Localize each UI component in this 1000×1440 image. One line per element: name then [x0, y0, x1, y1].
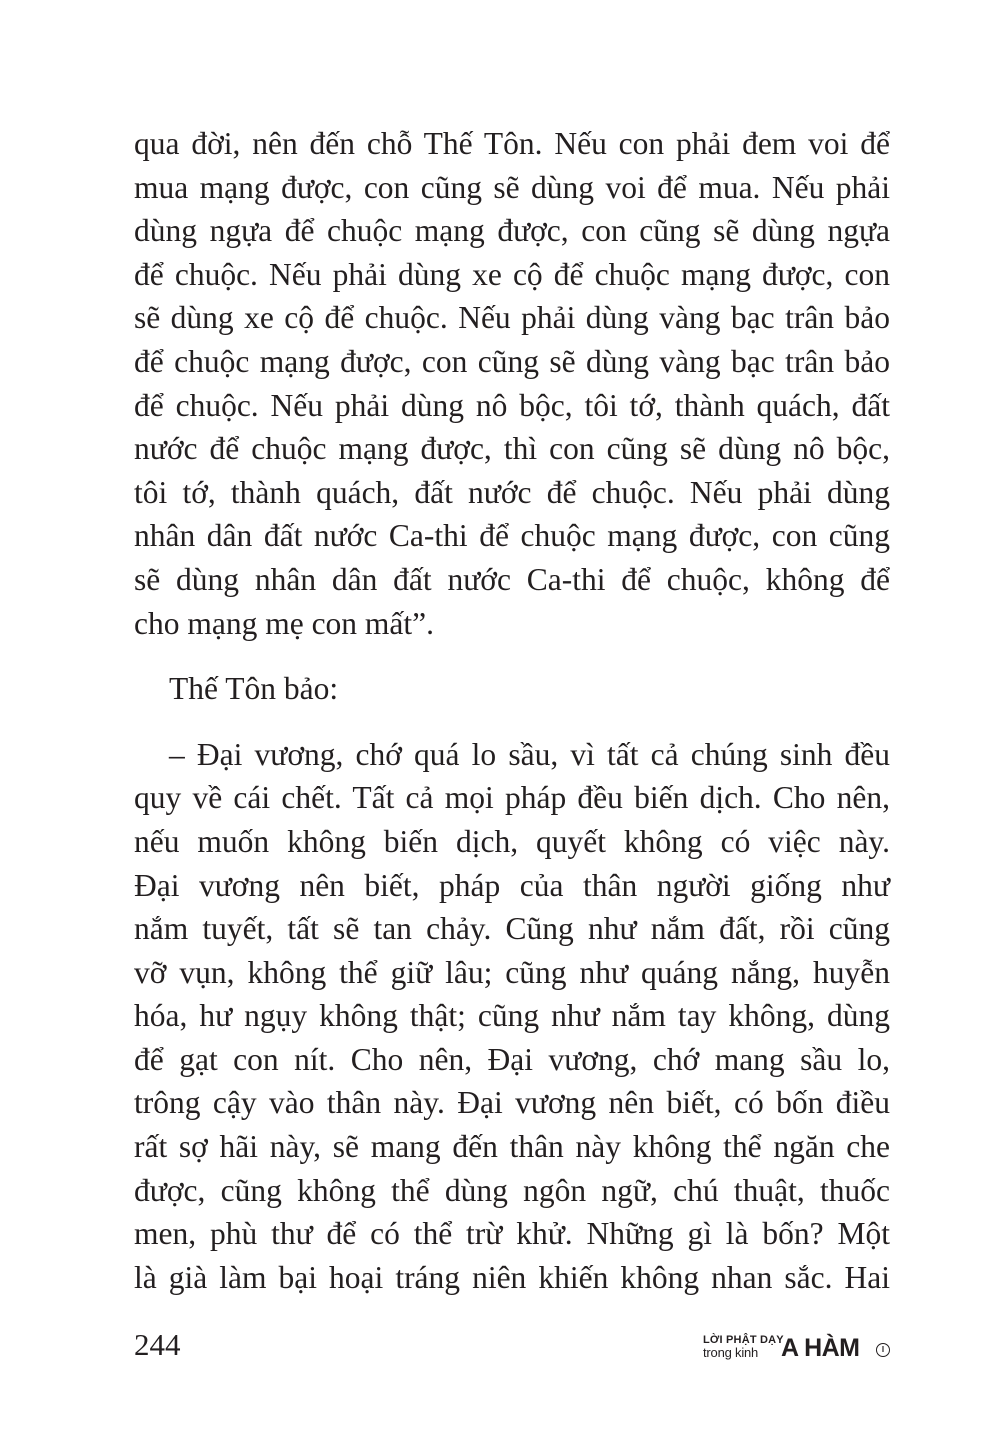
- page-number: 244: [134, 1327, 181, 1362]
- text-line: quy về cái chết. Tất cả mọi pháp đều biến dịch. Cho nên,: [134, 780, 890, 816]
- text-line: Đại vương nên biết, pháp của thân người giống như: [134, 867, 890, 903]
- text-line: để gạt con nít. Cho nên, Đại vương, chớ mang sầu lo,: [134, 1041, 890, 1077]
- text-line: là già làm bại hoại tráng niên khiến không nhan sắc. Hai: [134, 1259, 890, 1295]
- text-line: để chuộc mạng được, con cũng sẽ dùng vàng bạc trân bảo: [134, 343, 890, 379]
- text-line: tôi tớ, thành quách, đất nước để chuộc. Nếu phải dùng: [134, 474, 890, 510]
- volume-badge: I: [876, 1343, 890, 1357]
- text-line: Thế Tôn bảo:: [169, 671, 339, 707]
- text-line: cho mạng mẹ con mất”.: [134, 605, 435, 641]
- text-line: sẽ dùng nhân dân đất nước Ca-thi để chuộc, không để: [134, 561, 890, 597]
- text-line: rất sợ hãi này, sẽ mang đến thân này không thể ngăn che: [134, 1129, 890, 1165]
- text-line: để chuộc. Nếu phải dùng xe cộ để chuộc mạng được, con: [134, 256, 890, 292]
- text-line: nếu muốn không biến dịch, quyết không có việc này.: [134, 823, 890, 859]
- text-line: – Đại vương, chớ quá lo sầu, vì tất cả chúng sinh đều: [169, 736, 890, 772]
- text-line: hóa, hư ngụy không thật; cũng như nắm tay không, dùng: [134, 998, 890, 1034]
- text-line: vỡ vụn, không thể giữ lâu; cũng như quáng nắng, huyễn: [134, 954, 890, 990]
- text-line: để chuộc. Nếu phải dùng nô bộc, tôi tớ, thành quách, đất: [134, 387, 890, 423]
- logo-subtitle-line2: trong kinh: [703, 1345, 759, 1360]
- text-line: được, cũng không thể dùng ngôn ngữ, chú thuật, thuốc: [134, 1172, 890, 1208]
- text-line: dùng ngựa để chuộc mạng được, con cũng sẽ dùng ngựa: [134, 213, 890, 249]
- text-line: men, phù thư để có thể trừ khử. Những gì là bốn? Một: [134, 1216, 890, 1252]
- text-line: nước để chuộc mạng được, thì con cũng sẽ dùng nô bộc,: [134, 431, 890, 467]
- text-line: nắm tuyết, tất sẽ tan chảy. Cũng như nắm đất, rồi cũng: [134, 911, 890, 947]
- text-line: mua mạng được, con cũng sẽ dùng voi để mua. Nếu phải: [134, 169, 890, 205]
- text-line: sẽ dùng xe cộ để chuộc. Nếu phải dùng vàng bạc trân bảo: [134, 300, 890, 336]
- book-series-logo: [703, 1330, 893, 1366]
- logo-subtitle-line1: LỜI PHẬT DẠY: [703, 1334, 784, 1346]
- logo-title: A HÀM: [781, 1334, 860, 1362]
- text-line: qua đời, nên đến chỗ Thế Tôn. Nếu con phải đem voi để: [134, 126, 890, 161]
- paragraph-gap: [134, 711, 890, 733]
- body-text: [134, 122, 890, 1299]
- paragraph-gap: [134, 645, 890, 667]
- text-line: nhân dân đất nước Ca-thi để chuộc mạng được, con cũng: [134, 518, 890, 554]
- text-line: trông cậy vào thân này. Đại vương nên biết, có bốn điều: [134, 1085, 890, 1121]
